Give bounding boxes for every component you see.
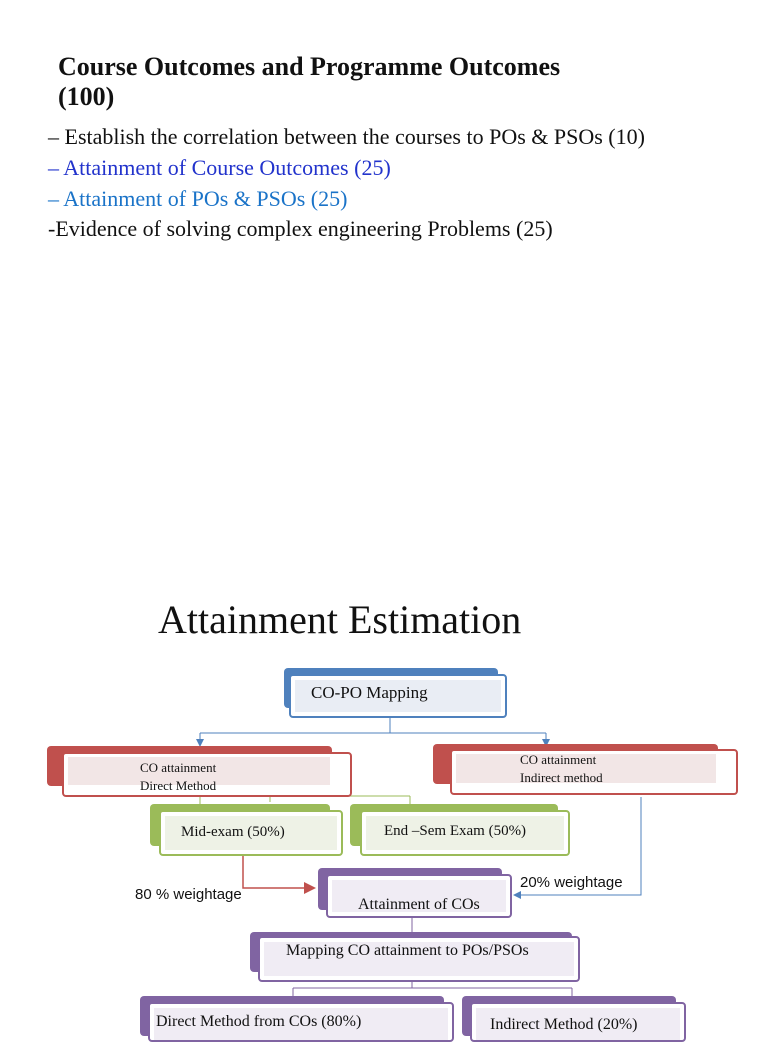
- indirect-method-box: [470, 1002, 686, 1042]
- direct-from-cos-label: Direct Method from COs (80%): [156, 1013, 362, 1030]
- mid-exam-box: [159, 810, 343, 856]
- mapping-co-label: Mapping CO attainment to POs/PSOs: [286, 942, 529, 959]
- indirect-method-label: Indirect Method (20%): [490, 1016, 638, 1033]
- attainment-cos-label: Attainment of COs: [358, 896, 480, 913]
- co-indirect-line1: CO attainment: [520, 752, 597, 767]
- direct-from-cos-box: [148, 1002, 454, 1042]
- end-sem-box: [360, 810, 570, 856]
- item-evidence: -Evidence of solving complex engineering Problems (25): [48, 216, 553, 241]
- co-direct-box: [62, 752, 352, 797]
- connector-80-weightage: [243, 855, 313, 888]
- mapping-co-box: [258, 936, 580, 982]
- item-po-attainment: – Attainment of POs & PSOs (25): [48, 186, 348, 211]
- co-direct-line2: Direct Method: [140, 778, 217, 793]
- co-direct-line1: CO attainment: [140, 760, 217, 775]
- weightage-20-label: 20% weightage: [520, 874, 623, 891]
- copo-mapping-box: [289, 674, 507, 718]
- diagram-title: Attainment Estimation: [158, 597, 522, 642]
- co-indirect-line2: Indirect method: [520, 770, 603, 785]
- section-title-line2: (100): [58, 82, 115, 111]
- copo-mapping-label: CO-PO Mapping: [311, 683, 428, 702]
- co-indirect-box: [450, 749, 738, 795]
- item-co-attainment: – Attainment of Course Outcomes (25): [48, 155, 391, 180]
- attainment-cos-box: [326, 874, 512, 918]
- co-indirect-label: [520, 751, 603, 787]
- mid-exam-label: Mid-exam (50%): [181, 824, 285, 840]
- weightage-80-label: 80 % weightage: [135, 886, 242, 903]
- section-title-line1: Course Outcomes and Programme Outcomes: [58, 52, 561, 81]
- co-direct-label: [140, 759, 216, 795]
- item-correlation: – Establish the correlation between the courses to POs & PSOs (10): [48, 124, 645, 149]
- end-sem-label: End –Sem Exam (50%): [384, 823, 527, 839]
